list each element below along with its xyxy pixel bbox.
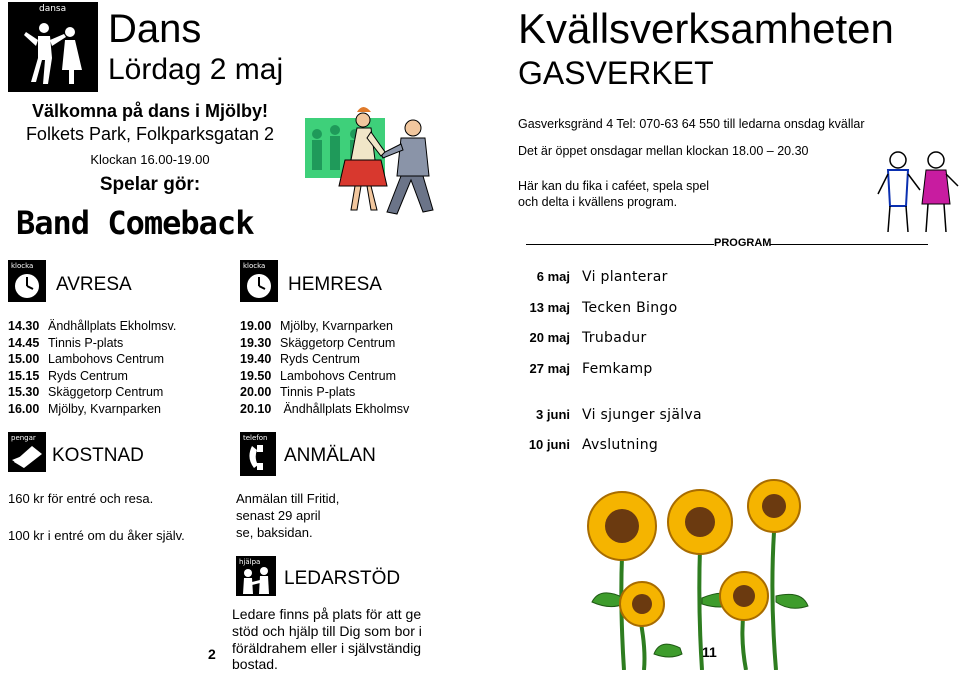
venue-text: Folkets Park, Folkparksgatan 2 (25, 124, 275, 144)
departure-schedule (8, 318, 176, 417)
address-text: Gasverksgränd 4 Tel: 070-63 64 550 till ledarna onsdag kvällar (518, 117, 865, 131)
departure-time: 15.30 (8, 385, 40, 399)
departure-time: 14.45 (8, 335, 40, 350)
return-schedule (240, 318, 409, 417)
return-time: 19.40 (240, 352, 272, 366)
departure-place: Mjölby, Kvarnparken (48, 401, 162, 416)
departure-place: Ryds Centrum (48, 368, 128, 383)
departure-row (8, 401, 176, 418)
return-place: Tinnis P-plats (280, 385, 356, 399)
departure-place: Ändhållplats Ekholmsv. (48, 319, 177, 333)
return-row (240, 318, 409, 335)
departure-place: Lambohovs Centrum (48, 352, 165, 366)
departure-row (8, 368, 176, 385)
clock-pictogram (240, 260, 278, 302)
money-pictogram (8, 432, 46, 472)
return-time: 19.30 (240, 335, 272, 350)
money-pictogram-label: pengar (11, 434, 36, 442)
hours-text: Det är öppet onsdagar mellan klockan 18.00 – 20.30 (518, 144, 809, 158)
right-title: Kvällsverksamheten (518, 5, 894, 52)
helping-hand-icon (236, 556, 276, 596)
departure-row (8, 351, 176, 368)
departure-time: 16.00 (8, 401, 40, 416)
program-row (510, 406, 702, 423)
support-line-4: bostad. (232, 656, 278, 672)
help-pictogram-label: hjälpa (239, 558, 261, 566)
clock-icon (8, 260, 46, 302)
info-line-2: och delta i kvällens program. (518, 195, 678, 209)
return-row (240, 335, 409, 352)
support-line-2: stöd och hjälp till Dig som bor i (232, 623, 422, 639)
program-date: 10 juni (528, 437, 570, 452)
program-date: 20 maj (529, 330, 570, 345)
program-row (510, 329, 647, 346)
return-time: 19.50 (240, 368, 272, 383)
clock-pictogram (8, 260, 46, 302)
program-row (510, 268, 668, 285)
departure-row (8, 335, 176, 352)
dance-pictogram (8, 2, 98, 92)
support-line-1: Ledare finns på plats för att ge (232, 606, 422, 622)
return-place: Ändhållplats Ekholmsv (280, 401, 410, 416)
cost-line-1: 160 kr för entré och resa. (8, 491, 154, 506)
departure-row (8, 318, 176, 335)
people-illustration (876, 146, 960, 236)
event-date: Lördag 2 maj (108, 53, 284, 86)
return-place: Ryds Centrum (280, 352, 360, 366)
program-activity: Avslutning (582, 437, 659, 453)
program-date: 13 maj (529, 300, 570, 315)
dancing-couple-icon (8, 2, 98, 92)
cost-heading: KOSTNAD (52, 445, 144, 466)
return-place: Mjölby, Kvarnparken (280, 319, 394, 333)
plays-label: Spelar gör: (99, 174, 201, 195)
program-activity: Vi sjunger själva (582, 407, 702, 423)
return-row (240, 384, 409, 401)
info-line-1: Här kan du fika i caféet, spela spel (518, 179, 710, 193)
signup-heading: ANMÄLAN (284, 445, 376, 466)
program-row (510, 299, 677, 316)
time-text: Klockan 16.00-19.00 (90, 152, 210, 167)
left-page-number: 2 (208, 646, 216, 662)
dance-pictogram-label: dansa (39, 4, 67, 14)
phone-icon (240, 432, 276, 476)
return-place: Lambohovs Centrum (280, 368, 397, 383)
return-time: 20.10 (240, 401, 272, 416)
program-activity: Trubadur (582, 330, 647, 346)
support-line-3: föräldrahem eller i självständig (232, 640, 422, 656)
program-date: 6 maj (536, 269, 570, 284)
right-subtitle: GASVERKET (518, 55, 714, 91)
departure-time: 14.30 (8, 319, 40, 333)
welcome-text: Välkomna på dans i Mjölby! (31, 101, 269, 121)
return-row (240, 368, 409, 385)
clock-pictogram-label: klocka (243, 262, 266, 270)
program-date: 27 maj (529, 361, 570, 376)
band-name: Band Comeback (16, 204, 254, 242)
departure-time: 15.00 (8, 352, 40, 366)
return-row (240, 401, 409, 418)
sunflowers-illustration (580, 478, 810, 670)
right-page-number: 11 (702, 644, 717, 660)
program-activity: Femkamp (582, 361, 653, 377)
phone-pictogram-label: telefon (243, 434, 268, 442)
return-heading: HEMRESA (288, 274, 382, 295)
signup-line-1: Anmälan till Fritid, (236, 491, 340, 506)
money-icon (8, 432, 46, 472)
departure-heading: AVRESA (56, 274, 132, 295)
departure-time: 15.15 (8, 368, 40, 383)
program-rule-left (526, 244, 714, 245)
signup-line-2: senast 29 april (236, 508, 321, 523)
dancers-illustration (305, 100, 455, 225)
program-row (510, 436, 658, 453)
support-heading: LEDARSTÖD (284, 568, 401, 589)
return-place: Skäggetorp Centrum (280, 335, 396, 350)
departure-place: Tinnis P-plats (48, 335, 124, 350)
program-activity: Tecken Bingo (582, 300, 678, 316)
program-activity: Vi planterar (582, 269, 668, 285)
clock-pictogram-label: klocka (11, 262, 34, 270)
help-pictogram (236, 556, 276, 596)
phone-pictogram (240, 432, 276, 476)
clock-icon (240, 260, 278, 302)
program-row (510, 360, 653, 377)
program-rule-right (770, 244, 928, 245)
signup-line-3: se, baksidan. (236, 525, 313, 540)
return-time: 20.00 (240, 385, 272, 399)
program-label: PROGRAM (714, 237, 772, 249)
departure-row (8, 384, 176, 401)
event-title: Dans (108, 7, 202, 51)
return-row (240, 351, 409, 368)
return-time: 19.00 (240, 319, 272, 333)
departure-place: Skäggetorp Centrum (48, 385, 164, 399)
cost-line-2: 100 kr i entré om du åker själv. (8, 528, 185, 543)
program-date: 3 juni (536, 407, 570, 422)
